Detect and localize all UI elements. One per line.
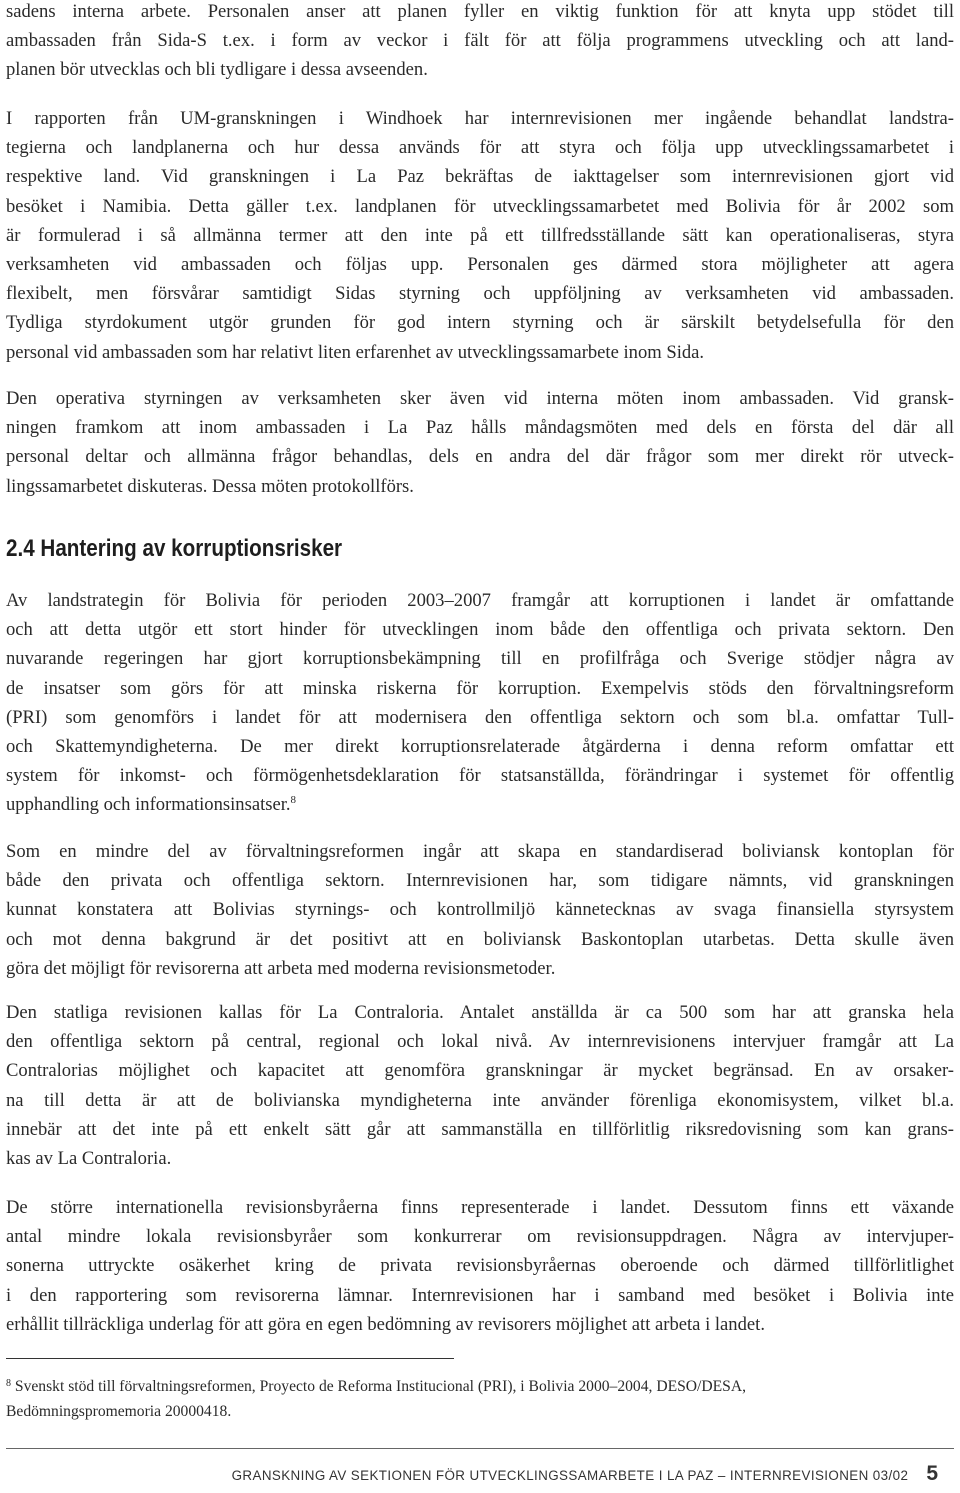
paragraph-6	[6, 998, 954, 1173]
text-line: ambassaden från Sida-S t.ex. i form av veckor i fält för att följa programmens utveckling och att land-	[6, 30, 954, 52]
text-line: och mot denna bakgrund är det positivt att en boliviansk Baskontoplan utarbetas. Detta skulle även	[6, 928, 954, 950]
text-line: tegierna och landplanerna och hur dessa används för att styra och följa upp utvecklingssamarbetet i	[6, 137, 954, 159]
text-line: ningen framkom att inom ambassaden i La Paz hålls måndagsmöten med dels en första del där all	[6, 417, 954, 439]
footer-title: GRANSKNING AV SEKTIONEN FÖR UTVECKLINGSSAMARBETE I LA PAZ – INTERNREVISIONEN 03/02	[231, 1468, 909, 1483]
text-line: i den rapportering som revisorerna lämnar. Internrevisionen har i samband med besöket i Bolivia inte	[6, 1284, 954, 1306]
text-line: sadens interna arbete. Personalen anser att planen fyller en viktig funktion för att knyta upp stödet till	[6, 1, 954, 22]
text-line: De större internationella revisionsbyråerna finns representerade i landet. Dessutom finns ett växande	[6, 1197, 954, 1218]
text-line: kunnat konstatera att Bolivias styrnings- och kontrollmiljö kännetecknas av svaga finansiella styrsystem	[6, 899, 954, 921]
text-line: personal deltar och allmänna frågor behandlas, dels en andra del där frågor som mer direkt rör utveck-	[6, 446, 954, 468]
footnote-line	[6, 1374, 954, 1399]
paragraph-1	[6, 0, 954, 85]
footnote-reference: 8	[290, 794, 297, 807]
text-line: Tydliga styrdokument utgör grunden för god intern styrning och är särskilt betydelsefulla för den	[6, 312, 954, 334]
text-line: Den statliga revisionen kallas för La Contraloria. Antalet anställda är ca 500 som har att granska hela	[6, 1002, 954, 1023]
text-line: kas av La Contraloria.	[6, 1148, 172, 1170]
text-line: (PRI) som genomförs i landet för att modernisera den offentliga sektorn och som bl.a. omfattar Tull-	[6, 706, 954, 728]
text-line: nuvarande regeringen har gjort korruptionsbekämpning till en profilfråga och Sverige stödjer några av	[6, 648, 954, 670]
text-line: erhållit tillräckliga underlag för att göra en egen bedömning av revisorers möjlighet att arbeta i landet.	[6, 1313, 765, 1335]
text-line: system för inkomst- och förmögenhetsdeklaration för statsanställda, förändringar i systemet för offentlig	[6, 765, 954, 787]
text-line: I rapporten från UM-granskningen i Windhoek har internrevisionen mer ingående behandlat landstra-	[6, 108, 954, 129]
text-line: och att detta utgör ett stort hinder för utvecklingen inom både den offentliga och privata sektorn. Den	[6, 619, 954, 641]
paragraph-3	[6, 384, 954, 501]
paragraph-4	[6, 586, 954, 820]
text-line: innebär att det inte på ett enkelt sätt går att sammanställa en tillförlitlig riksredovisning som kan grans-	[6, 1118, 954, 1140]
text-line: antal mindre lokala revisionsbyråer som konkurrerar om revisionsuppdragen. Några av intervjuper-	[6, 1226, 954, 1248]
paragraph-2	[6, 104, 954, 367]
text-line: är formulerad i så allmänna termer att den inte på ett tillfredsställande sätt kan operationaliseras, styra	[6, 224, 954, 246]
text-line: besöket i Namibia. Detta gäller t.ex. landplanen för utvecklingssamarbetet med Bolivia för år 2002 som	[6, 195, 954, 217]
section-heading: 2.4 Hantering av korruptionsrisker	[6, 535, 343, 562]
paragraph-7	[6, 1193, 954, 1339]
footnote-text: Svenskt stöd till förvaltningsreformen, Proyecto de Reforma Institucional (PRI), i Bolivia 2000–2004, DESO/DESA,	[14, 1378, 746, 1395]
text-line: både den privata och offentliga sektorn. Internrevisionen har, som tidigare nämnts, vid granskningen	[6, 870, 954, 892]
text-line: Som en mindre del av förvaltningsreformen ingår att skapa en standardiserad boliviansk kontoplan för	[6, 841, 954, 862]
page-footer	[232, 1462, 938, 1492]
text-line: personal vid ambassaden som har relativt liten erfarenhet av utvecklingssamarbete inom Sida.	[6, 341, 705, 363]
text-line: Den operativa styrningen av verksamheten sker även vid interna möten inom ambassaden. Vid gransk-	[6, 388, 954, 409]
text-line: Av landstrategin för Bolivia för perioden 2003–2007 framgår att korruptionen i landet är omfattande	[6, 590, 954, 611]
text-line: respektive land. Vid granskningen i La Paz bekräftas de iakttagelser som internrevisionen gjort vid	[6, 166, 954, 188]
text-line: na till detta är att de bolivianska myndigheterna inte använder förenliga ekonomisystem, vilket bl.a.	[6, 1089, 954, 1111]
footer-divider	[6, 1448, 954, 1449]
text-line-content: upphandling och informationsinsatser.	[6, 794, 291, 816]
text-line	[6, 790, 954, 819]
page-number: 5	[926, 1462, 938, 1485]
footnote-divider	[6, 1358, 454, 1359]
text-line: den offentliga sektorn på central, regional och lokal nivå. Av internrevisionens intervjuer framgår att La	[6, 1031, 954, 1053]
text-line: verksamheten vid ambassaden och följas upp. Personalen ges därmed stora möjligheter att agera	[6, 254, 954, 276]
text-line: planen bör utvecklas och bli tydligare i dessa avseenden.	[6, 59, 428, 81]
footnote-number: 8	[6, 1378, 11, 1389]
text-line: sonerna uttryckte osäkerhet kring de privata revisionsbyråernas oberoende och därmed tillförlitlighet	[6, 1255, 954, 1277]
paragraph-5	[6, 837, 954, 983]
text-line: och Skattemyndigheterna. De mer direkt korruptionsrelaterade åtgärderna i denna reform omfattar ett	[6, 736, 954, 758]
text-line: flexibelt, men försvårar samtidigt Sidas styrning och uppföljning av verksamheten vid ambassaden.	[6, 283, 954, 305]
text-line: Contralorias möjlighet och kapacitet att genomföra granskningar är mycket begränsad. En av orsaker-	[6, 1060, 954, 1082]
text-line: de insatser som görs för att minska riskerna för korruption. Exempelvis stöds den förvaltningsreform	[6, 677, 954, 699]
footnote-line: Bedömningspromemoria 20000418.	[6, 1403, 232, 1420]
footnote	[6, 1374, 954, 1424]
text-line: göra det möjligt för revisorerna att arbeta med moderna revisionsmetoder.	[6, 957, 556, 979]
text-line: lingssamarbetet diskuteras. Dessa möten protokollförs.	[6, 475, 414, 497]
